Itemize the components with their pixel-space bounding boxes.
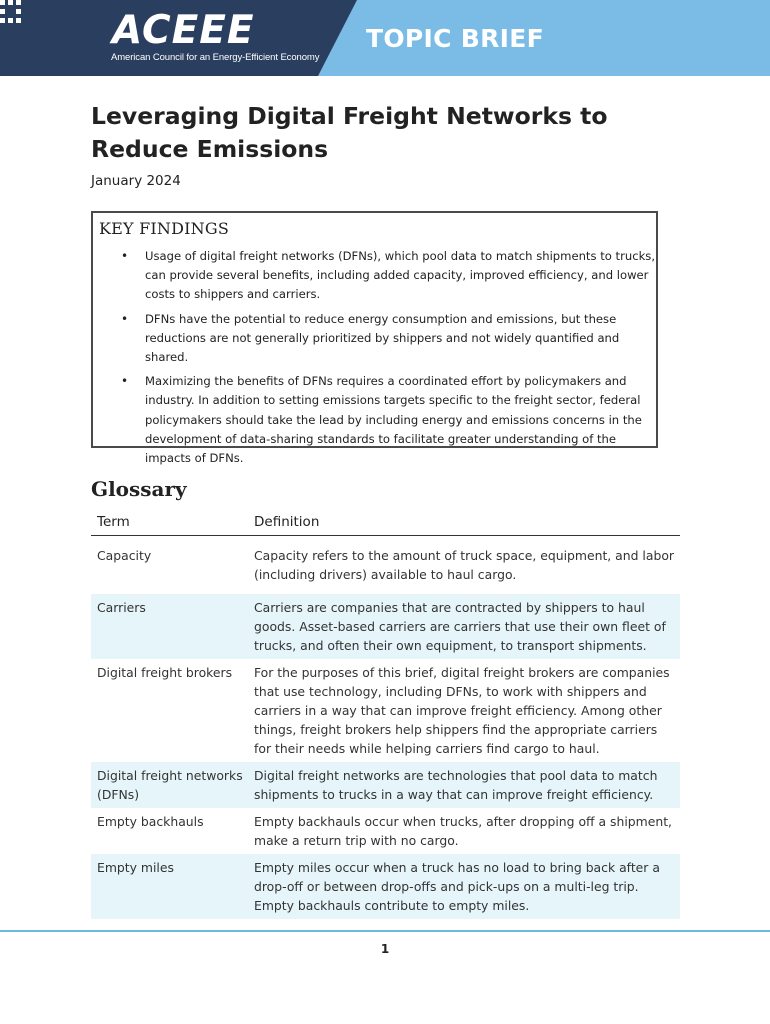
glossary-term: Empty backhauls bbox=[97, 814, 204, 829]
key-findings-heading: KEY FINDINGS bbox=[99, 219, 229, 238]
glossary-definition: Empty miles occur when a truck has no load to bring back after a drop-off or between drop-offs and pick-ups on a multi-leg trip. Empty backhauls contribute to empty miles. bbox=[254, 860, 660, 913]
glossary-definition: Digital freight networks are technologies that pool data to match shipments to trucks in a way that can improve freight efficiency. bbox=[254, 768, 658, 802]
key-finding-text: Usage of digital freight networks (DFNs), which pool data to match shipments to trucks, can provide several benefits, including added capacity, improved efficiency, and lower costs to shippers and carriers. bbox=[145, 249, 656, 302]
column-header-definition: Definition bbox=[254, 514, 320, 530]
glossary-table bbox=[91, 510, 680, 919]
glossary-definition: Empty backhauls occur when trucks, after dropping off a shipment, make a return trip with no cargo. bbox=[254, 814, 672, 848]
key-findings-box bbox=[91, 211, 658, 466]
glossary-heading: Glossary bbox=[91, 477, 187, 501]
glossary-term: Digital freight networks (DFNs) bbox=[97, 768, 243, 802]
column-header-term: Term bbox=[97, 514, 130, 530]
glossary-definition: Capacity refers to the amount of truck space, equipment, and labor (including drivers) available to haul cargo. bbox=[254, 548, 674, 582]
glossary-table-header bbox=[91, 510, 680, 536]
glossary-definition: Carriers are companies that are contracted by shippers to haul goods. Asset-based carriers are carriers that use their own fleet of trucks, and often their own equipment, to transport shipments. bbox=[254, 600, 666, 653]
key-findings-list bbox=[93, 247, 655, 473]
key-finding-item bbox=[93, 372, 655, 468]
table-row bbox=[91, 854, 680, 919]
glossary-definition: For the purposes of this brief, digital freight brokers are companies that use technology, including DFNs, to work with shippers and carriers in a way that can improve freight efficiency. Among other things, freight brokers help shippers find the appropriate carriers for their needs while helping carriers find cargo to haul. bbox=[254, 665, 670, 756]
topic-brief-label: TOPIC BRIEF bbox=[366, 24, 545, 53]
header-banner bbox=[0, 0, 770, 76]
bullet-icon: • bbox=[121, 249, 129, 263]
table-row bbox=[91, 542, 680, 588]
key-finding-text: DFNs have the potential to reduce energy consumption and emissions, but these reductions are not generally prioritized by shippers and not widely quantified and shared. bbox=[145, 311, 620, 365]
glossary-term: Empty miles bbox=[97, 860, 174, 875]
logo-subtitle: American Council for an Energy-Efficient Economy bbox=[111, 52, 320, 63]
bullet-icon: • bbox=[121, 311, 129, 326]
key-finding-item bbox=[93, 310, 655, 368]
bullet-icon: • bbox=[121, 374, 129, 389]
glossary-term: Capacity bbox=[97, 548, 152, 563]
glossary-term: Digital freight brokers bbox=[97, 665, 233, 680]
document-date: January 2024 bbox=[91, 173, 181, 189]
logo-wordmark: ACEEE bbox=[112, 8, 255, 53]
table-row bbox=[91, 808, 680, 854]
footer-divider bbox=[0, 930, 770, 932]
table-row bbox=[91, 659, 680, 762]
table-row bbox=[91, 762, 680, 808]
logo-dots-icon bbox=[0, 0, 22, 26]
key-finding-item bbox=[93, 247, 655, 305]
table-row bbox=[91, 594, 680, 659]
document-title: Leveraging Digital Freight Networks to Reduce Emissions bbox=[91, 102, 608, 163]
glossary-term: Carriers bbox=[97, 600, 146, 615]
page-number: 1 bbox=[380, 942, 390, 956]
key-finding-text: Maximizing the benefits of DFNs requires a coordinated effort by policymakers and industry. In addition to setting emissions targets specific to the freight sector, federal policymakers should take the lead by including energy and emissions concerns in the development of data-sharing standards to facilitate greater understanding of the impacts of DFNs. bbox=[145, 374, 642, 466]
